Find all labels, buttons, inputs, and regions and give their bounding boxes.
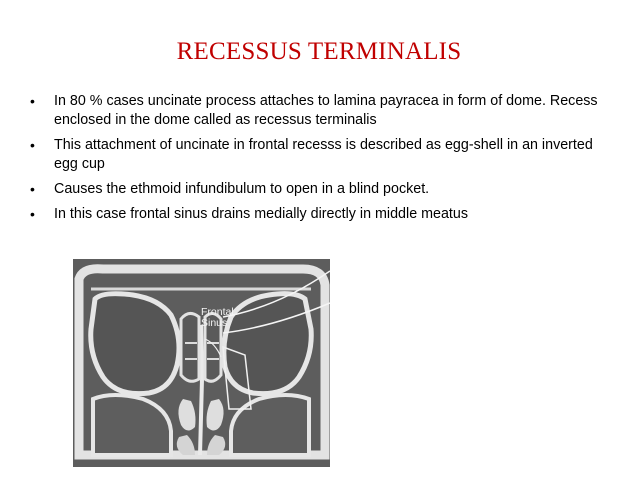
bullet-marker: • — [30, 181, 35, 197]
bullet-item — [30, 205, 605, 224]
bullet-marker: • — [30, 206, 35, 222]
bullet-text: In 80 % cases uncinate process attaches to lamina payracea in form of dome. Recess enclosed in the dome called as recessus terminalis — [54, 93, 598, 128]
bullet-text: In this case frontal sinus drains medially directly in middle meatus — [54, 206, 468, 222]
figure-label-line2: Sinus — [201, 317, 228, 329]
bullet-list — [30, 92, 605, 230]
bullet-text: This attachment of uncinate in frontal recesss is described as egg-shell in an inverted egg cup — [54, 137, 593, 172]
ct-scan-image — [73, 259, 330, 467]
figure-label-line1: Frontal — [201, 306, 234, 318]
bullet-marker: • — [30, 137, 35, 153]
bullet-item — [30, 136, 605, 174]
slide-title: RECESSUS TERMINALIS — [176, 38, 462, 65]
bullet-marker: • — [30, 93, 35, 109]
bullet-text: Causes the ethmoid infundibulum to open in a blind pocket. — [54, 181, 430, 197]
bullet-item — [30, 180, 605, 199]
bullet-item — [30, 92, 605, 130]
